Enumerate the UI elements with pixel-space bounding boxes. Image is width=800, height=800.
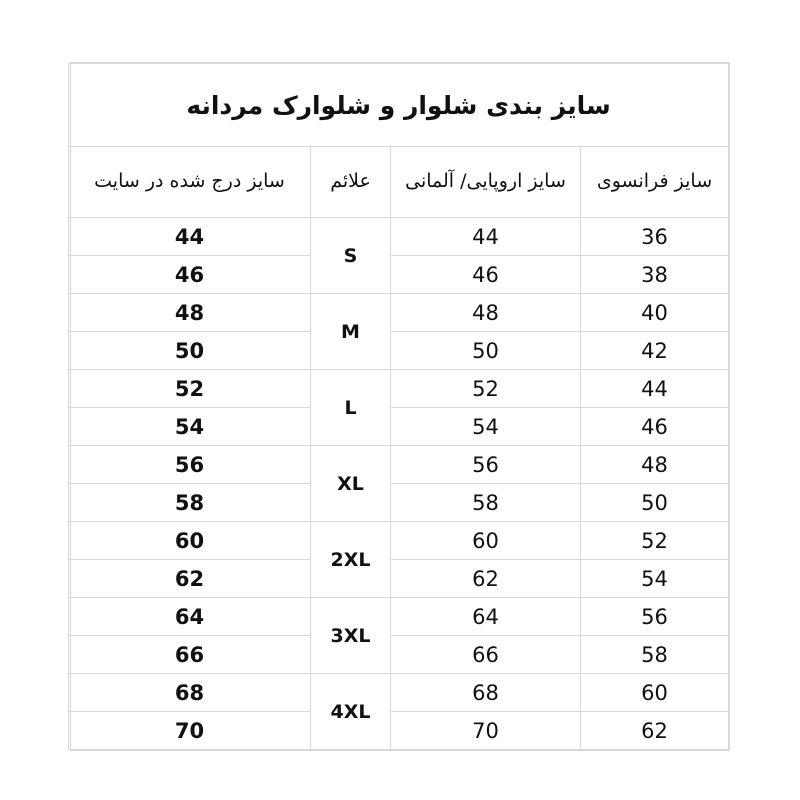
cell-euro-german: 60 [391, 522, 581, 560]
cell-french: 42 [581, 332, 729, 370]
table-row [68, 484, 728, 522]
cell-euro-german: 68 [391, 674, 581, 712]
cell-euro-german: 50 [391, 332, 581, 370]
column-header-site: سایز درج شده در سایت [68, 147, 310, 218]
cell-mark: 2XL [311, 522, 391, 598]
cell-euro-german: 52 [391, 370, 581, 408]
table-row [68, 332, 728, 370]
cell-french: 38 [581, 256, 729, 294]
page-title: سایز بندی شلوار و شلوارک مردانه [68, 64, 728, 147]
cell-site: 56 [68, 446, 310, 484]
cell-site: 44 [68, 218, 310, 256]
cell-mark: 3XL [311, 598, 391, 674]
size-chart-table [68, 63, 729, 750]
cell-euro-german: 70 [391, 712, 581, 750]
column-header-french: سایز فرانسوی [581, 147, 729, 218]
cell-french: 44 [581, 370, 729, 408]
cell-site: 60 [68, 522, 310, 560]
cell-mark: XL [311, 446, 391, 522]
table-row [68, 446, 728, 484]
cell-french: 62 [581, 712, 729, 750]
cell-french: 56 [581, 598, 729, 636]
cell-site: 70 [68, 712, 310, 750]
cell-site: 58 [68, 484, 310, 522]
table-row [68, 370, 728, 408]
table-row [68, 218, 728, 256]
cell-french: 50 [581, 484, 729, 522]
cell-french: 58 [581, 636, 729, 674]
cell-site: 68 [68, 674, 310, 712]
cell-site: 62 [68, 560, 310, 598]
cell-euro-german: 62 [391, 560, 581, 598]
cell-french: 60 [581, 674, 729, 712]
cell-site: 64 [68, 598, 310, 636]
cell-euro-german: 54 [391, 408, 581, 446]
cell-mark: 4XL [311, 674, 391, 750]
cell-mark: L [311, 370, 391, 446]
cell-site: 54 [68, 408, 310, 446]
column-header-mark: علائم [311, 147, 391, 218]
table-row [68, 256, 728, 294]
table-row [68, 674, 728, 712]
cell-french: 48 [581, 446, 729, 484]
cell-mark: S [311, 218, 391, 294]
table-row [68, 598, 728, 636]
cell-french: 54 [581, 560, 729, 598]
cell-site: 46 [68, 256, 310, 294]
cell-euro-german: 44 [391, 218, 581, 256]
table-row [68, 560, 728, 598]
cell-euro-german: 46 [391, 256, 581, 294]
cell-french: 40 [581, 294, 729, 332]
cell-site: 52 [68, 370, 310, 408]
cell-euro-german: 48 [391, 294, 581, 332]
table-row [68, 408, 728, 446]
column-header-euro-german: سایز اروپایی/ آلمانی [391, 147, 581, 218]
column-header-row [68, 147, 728, 218]
table-header [68, 64, 728, 218]
cell-french: 46 [581, 408, 729, 446]
cell-french: 52 [581, 522, 729, 560]
cell-site: 66 [68, 636, 310, 674]
size-chart-container [70, 62, 730, 751]
table-row [68, 522, 728, 560]
cell-site: 48 [68, 294, 310, 332]
cell-euro-german: 56 [391, 446, 581, 484]
table-row [68, 636, 728, 674]
cell-mark: M [311, 294, 391, 370]
title-row [68, 64, 728, 147]
table-body [68, 218, 728, 750]
cell-euro-german: 66 [391, 636, 581, 674]
cell-euro-german: 64 [391, 598, 581, 636]
cell-euro-german: 58 [391, 484, 581, 522]
table-row [68, 294, 728, 332]
cell-french: 36 [581, 218, 729, 256]
table-row [68, 712, 728, 750]
cell-site: 50 [68, 332, 310, 370]
